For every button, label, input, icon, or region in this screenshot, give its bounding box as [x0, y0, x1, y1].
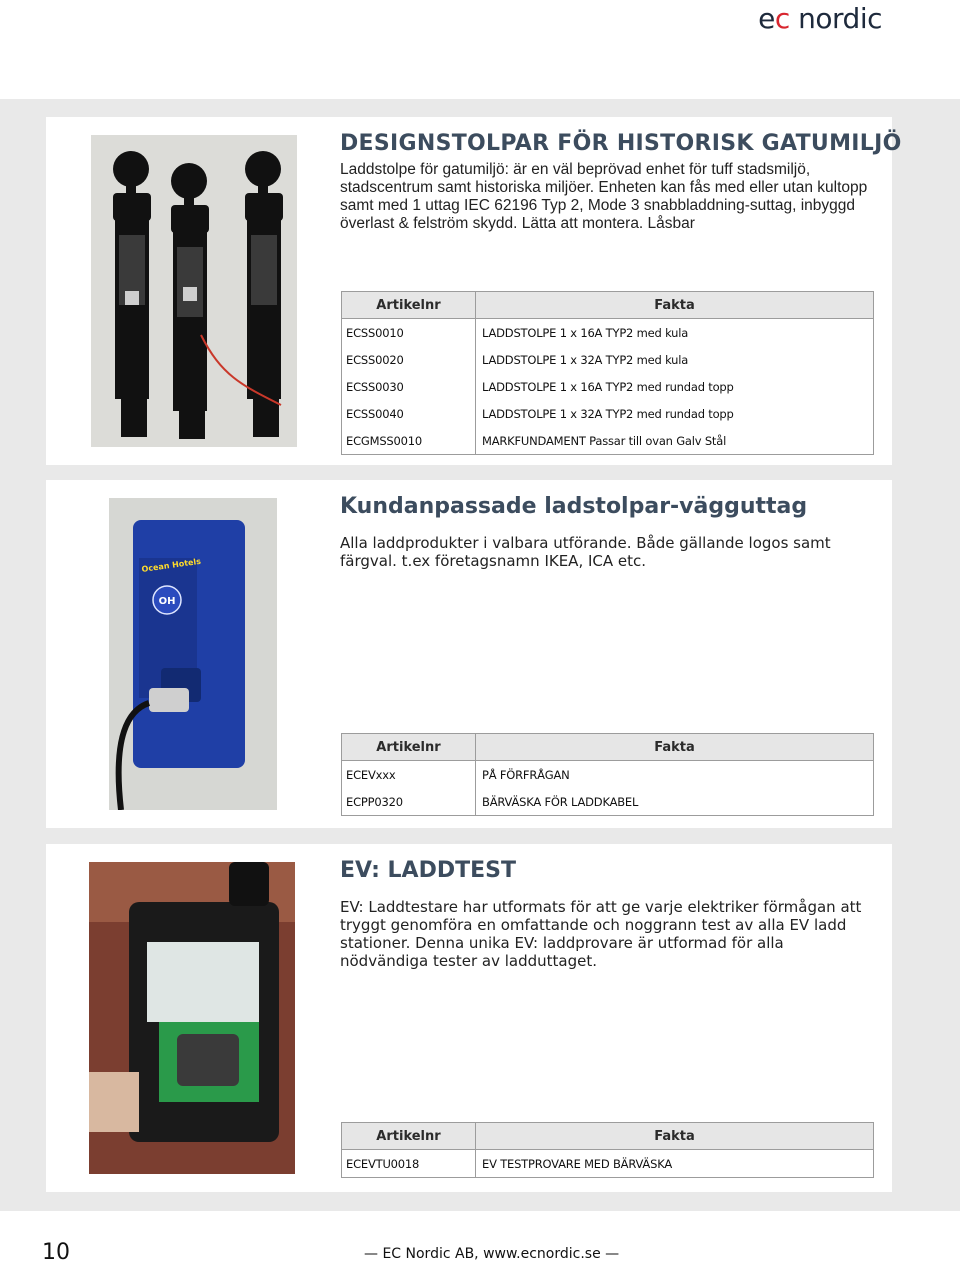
- product-fact: LADDSTOLPE 1 x 16A TYP2 med rundad topp: [476, 373, 874, 400]
- photo-badge-label: OH: [158, 596, 176, 607]
- product-table: [341, 291, 874, 455]
- page-number: 10: [42, 1240, 70, 1265]
- column-header-artikelnr: Artikelnr: [342, 734, 476, 761]
- column-header-artikelnr: Artikelnr: [342, 292, 476, 319]
- article-number: ECEVxxx: [342, 761, 476, 789]
- table-row: [342, 788, 874, 816]
- product-fact: EV TESTPROVARE MED BÄRVÄSKA: [476, 1150, 874, 1178]
- logo-word: nordic: [798, 2, 882, 35]
- footer-text: — EC Nordic AB, www.ecnordic.se —: [364, 1246, 620, 1262]
- section-description: Laddstolpe för gatumiljö: är en väl beprövad enhet för tuff stadsmiljö, stadscentrum samt historiska miljöer. Enheten kan fås med eller utan kultopp samt med 1 uttag IEC 62196 Typ 2, Mode 3 snabbladdning-suttag, inbyggd överlast & felström skydd. Lätta att montera. Låsbar: [340, 161, 868, 232]
- product-fact: BÄRVÄSKA FÖR LADDKABEL: [476, 788, 874, 816]
- logo-letter-e: e: [758, 2, 775, 35]
- article-number: ECGMSS0010: [342, 427, 476, 455]
- product-table: [341, 1122, 874, 1178]
- article-number: ECSS0020: [342, 346, 476, 373]
- ev-tester-illustration: [89, 862, 295, 1174]
- article-number: ECSS0010: [342, 319, 476, 347]
- column-header-fakta: Fakta: [476, 1123, 874, 1150]
- photo-brand-label: Ocean Hotels: [141, 556, 202, 574]
- wall-charger-illustration: [109, 498, 277, 810]
- table-row: [342, 346, 874, 373]
- column-header-fakta: Fakta: [476, 292, 874, 319]
- section-heading: DESIGNSTOLPAR FÖR HISTORISK GATUMILJÖ: [340, 131, 902, 156]
- ev-tester-photo: [89, 862, 295, 1174]
- table-row: [342, 319, 874, 347]
- table-row: [342, 400, 874, 427]
- charging-posts-photo: [91, 135, 297, 447]
- section-heading: EV: LADDTEST: [340, 858, 516, 883]
- article-number: ECPP0320: [342, 788, 476, 816]
- table-row: [342, 1150, 874, 1178]
- table-row: [342, 427, 874, 455]
- column-header-fakta: Fakta: [476, 734, 874, 761]
- section-custom-chargers: [46, 480, 892, 828]
- article-number: ECEVTU0018: [342, 1150, 476, 1178]
- article-number: ECSS0040: [342, 400, 476, 427]
- product-fact: PÅ FÖRFRÅGAN: [476, 761, 874, 789]
- product-fact: MARKFUNDAMENT Passar till ovan Galv Stål: [476, 427, 874, 455]
- wall-charger-photo: [109, 498, 277, 810]
- section-description: EV: Laddtestare har utformats för att ge varje elektriker förmågan att tryggt genomföra en omfattande och noggrann test av alla EV ladd stationer. Denna unika EV: laddprovare är utformad för alla nödvändiga tester av ladduttaget.: [340, 898, 862, 970]
- product-table: [341, 733, 874, 816]
- product-fact: LADDSTOLPE 1 x 32A TYP2 med kula: [476, 346, 874, 373]
- table-row: [342, 761, 874, 789]
- table-row: [342, 373, 874, 400]
- section-description: Alla laddprodukter i valbara utförande. Både gällande logos samt färgval. t.ex företagsnamn IKEA, ICA etc.: [340, 534, 831, 570]
- column-header-artikelnr: Artikelnr: [342, 1123, 476, 1150]
- brand-logo: [758, 2, 882, 35]
- logo-letter-c: c: [774, 2, 790, 35]
- charging-posts-illustration: [91, 135, 297, 447]
- article-number: ECSS0030: [342, 373, 476, 400]
- product-fact: LADDSTOLPE 1 x 16A TYP2 med kula: [476, 319, 874, 347]
- section-heading: Kundanpassade ladstolpar-vägguttag: [340, 494, 808, 519]
- section-historic-posts: [46, 117, 902, 465]
- section-ev-tester: [46, 844, 892, 1192]
- product-fact: LADDSTOLPE 1 x 32A TYP2 med rundad topp: [476, 400, 874, 427]
